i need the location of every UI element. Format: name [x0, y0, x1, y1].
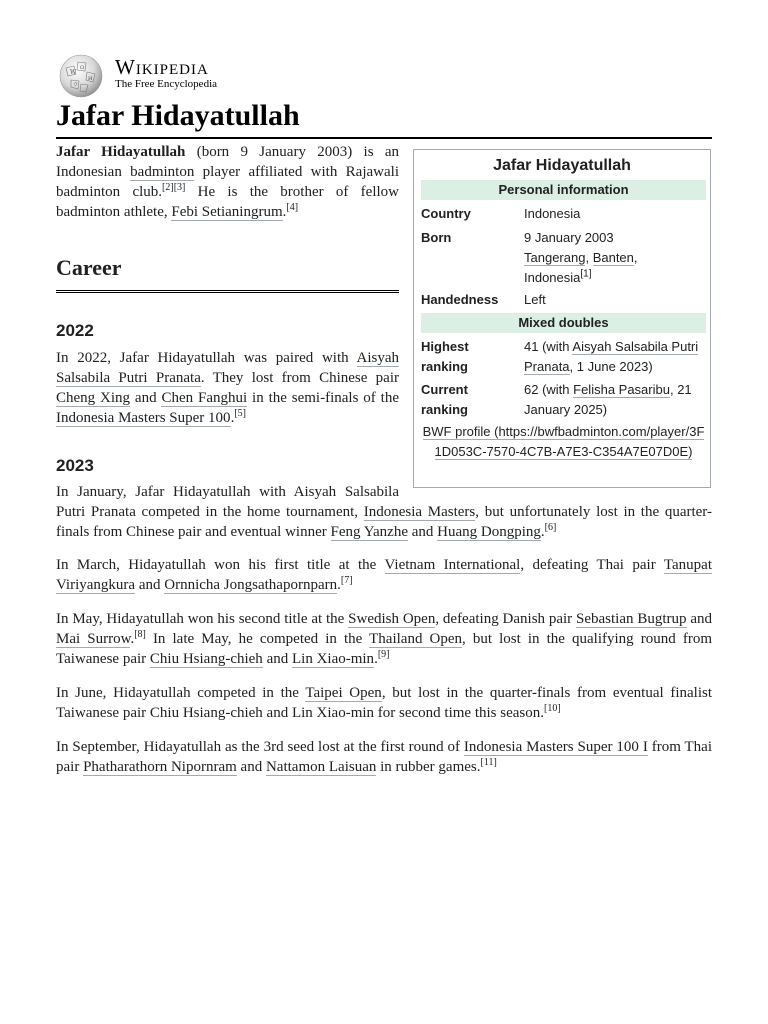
wikipedia-wordmark[interactable] — [115, 56, 217, 90]
born-sep: , — [585, 250, 593, 265]
highest-text-2: , 1 June 2023) — [569, 359, 653, 374]
paragraph-2022 — [56, 348, 399, 428]
mixed-doubles-header: Mixed doubles — [421, 313, 706, 333]
lead-text-1: (born 9 January 2003) is an Indonesian — [56, 144, 400, 180]
link-phatharathorn[interactable]: Phatharathorn Nipornram — [83, 759, 237, 775]
ref-6[interactable]: [6] — [544, 522, 557, 533]
paragraph-jan-text — [56, 502, 712, 542]
mar-text-4: . — [337, 577, 341, 593]
bwf-profile-link[interactable]: BWF profile (https://bwfbadminton.com/player/3F1D053C-7570-4C7B-A7E3-C354A7E07D0E) — [422, 424, 705, 459]
svg-text:W: W — [70, 69, 77, 76]
sep-text-2: from Thai pair — [56, 739, 713, 775]
ref-5[interactable]: [5] — [234, 408, 246, 419]
current-text-1: 62 (with — [524, 382, 574, 397]
link-tangerang[interactable]: Tangerang — [524, 250, 586, 265]
highest-ranking-label: Highest ranking — [421, 339, 469, 374]
sep-text-1: In September, Hidayatullah as the 3rd seed lost at the first round of — [56, 739, 464, 755]
jan-text-1: Putri Pranata competed in the home tournament, — [56, 504, 364, 520]
ref-2[interactable]: [2] — [162, 182, 174, 193]
tagline: The Free Encyclopedia — [115, 78, 218, 90]
paragraph-june — [56, 683, 712, 723]
highest-ranking-value — [524, 337, 706, 377]
mar-text-3: and — [135, 577, 165, 593]
paragraph-march — [56, 555, 712, 595]
infobox-title: Jafar Hidayatullah — [493, 157, 631, 174]
infobox — [413, 149, 711, 488]
svg-text:И: И — [88, 76, 93, 82]
may-text-5: In late May, he competed in the — [145, 631, 370, 647]
link-tanupat[interactable]: Tanupat Viriyangkura — [56, 557, 712, 593]
sep-text-3: and — [236, 759, 266, 775]
link-aisyah-infobox[interactable]: Aisyah Salsabila Putri Pranata — [524, 339, 699, 374]
career-heading: Career — [56, 254, 399, 293]
jun-text-1: In June, Hidayatullah competed in the — [56, 685, 306, 701]
current-ranking-label: Current ranking — [421, 382, 468, 417]
link-badminton[interactable]: badminton — [130, 164, 195, 180]
link-huang-dongping[interactable]: Huang Dongping — [437, 524, 541, 540]
sep-text-4: in rubber games. — [376, 759, 481, 775]
link-aisyah[interactable]: Aisyah Salsabila Putri Pranata — [56, 350, 399, 386]
personal-information-header: Personal information — [421, 180, 706, 200]
puzzle-globe-icon — [56, 54, 106, 98]
link-swedish-open[interactable]: Swedish Open — [348, 611, 436, 627]
ref-11[interactable]: [11] — [480, 757, 497, 768]
may-text-2: , defeating Danish pair — [435, 611, 577, 627]
link-chiu-hsiang-chieh[interactable]: Chiu Hsiang-chieh — [149, 651, 263, 667]
lead-paragraph — [56, 142, 399, 222]
link-vietnam-international[interactable]: Vietnam International — [384, 557, 521, 573]
may-text-8: . — [374, 651, 378, 667]
link-lin-xiao-min[interactable]: Lin Xiao-min — [291, 651, 375, 667]
may-text-3: and — [686, 611, 712, 627]
mar-text-2: , defeating Thai pair — [520, 557, 664, 573]
link-sebastian-bugtrup[interactable]: Sebastian Bugtrup — [576, 611, 687, 627]
country-label: Country — [421, 206, 471, 221]
may-text-4: . — [130, 631, 135, 647]
lead-bold-name: Jafar Hidayatullah — [56, 144, 186, 160]
jan-text-3: and — [408, 524, 438, 540]
svg-text:ウ: ウ — [73, 82, 79, 88]
january-continued — [56, 502, 712, 542]
ref-8[interactable]: [8] — [134, 629, 146, 640]
lead-text-4: . — [282, 204, 287, 220]
jan-text-2: , but unfortunately lost in the quarter-finals from Chinese pair and eventual winner — [56, 504, 713, 540]
link-indonesia-masters-super-100-i[interactable]: Indonesia Masters Super 100 I — [463, 739, 648, 755]
ref-1[interactable]: [1] — [580, 268, 592, 280]
jan-first-line: In January, Jafar Hidayatullah with Aisyah Salsabila — [56, 484, 399, 500]
p2022-text-5: . — [230, 410, 235, 426]
link-felisha-pasaribu[interactable]: Felisha Pasaribu — [573, 382, 670, 397]
lead-text-3: He is the brother of fellow badminton athlete, — [56, 184, 399, 220]
p2022-text-4: in the semi-finals of the — [247, 390, 399, 406]
page-title: Jafar Hidayatullah — [56, 97, 712, 139]
handedness-label: Handedness — [421, 292, 499, 307]
mar-text-1: In March, Hidayatullah won his first title at the — [56, 557, 385, 573]
country-value: Indonesia — [524, 206, 581, 221]
heading-2023: 2023 — [56, 456, 94, 475]
current-ranking-value — [524, 380, 706, 420]
link-mai-surrow[interactable]: Mai Surrow — [56, 631, 131, 647]
ref-9[interactable]: [9] — [377, 649, 390, 660]
svg-text:Ω: Ω — [80, 65, 85, 71]
ref-3[interactable]: [3] — [173, 182, 186, 193]
ref-4[interactable]: [4] — [286, 202, 299, 213]
jan-text-4: . — [540, 524, 545, 540]
born-country: , Indonesia — [524, 250, 638, 285]
link-indonesia-masters-super-100[interactable]: Indonesia Masters Super 100 — [56, 410, 231, 426]
wordmark-text: Wikipedia — [115, 55, 209, 79]
highest-text-1: 41 (with — [524, 339, 573, 354]
born-date: 9 January 2003 — [524, 230, 614, 245]
link-taipei-open[interactable]: Taipei Open — [305, 685, 382, 701]
bwf-profile-link-wrap — [421, 422, 706, 462]
link-thailand-open[interactable]: Thailand Open — [369, 631, 463, 647]
current-text-2: , 21 January 2025) — [524, 382, 692, 417]
link-indonesia-masters[interactable]: Indonesia Masters — [363, 504, 476, 520]
paragraph-may — [56, 609, 712, 669]
may-text-6: , but lost in the qualifying round from Taiwanese pair — [56, 631, 713, 667]
born-label: Born — [421, 230, 452, 245]
born-value — [524, 228, 706, 288]
link-ornnicha[interactable]: Ornnicha Jongsathapornparn — [164, 577, 338, 593]
lead-text-2: player affiliated with Rajawali badminton club. — [56, 164, 399, 200]
p2022-text-1: In 2022, Jafar Hidayatullah was paired with — [56, 350, 357, 366]
wikipedia-globe-logo[interactable] — [56, 54, 106, 98]
p2022-text-2: . They lost from Chinese pair — [200, 370, 399, 386]
heading-2022: 2022 — [56, 321, 94, 340]
ref-10[interactable]: [10] — [544, 703, 561, 714]
link-febi-setianingrum[interactable]: Febi Setianingrum — [171, 204, 283, 220]
link-banten[interactable]: Banten — [592, 250, 634, 265]
may-text-7: and — [262, 651, 292, 667]
ref-7[interactable]: [7] — [340, 575, 353, 586]
handedness-value: Left — [524, 292, 546, 307]
paragraph-september — [56, 737, 712, 777]
link-feng-yanzhe[interactable]: Feng Yanzhe — [330, 524, 408, 540]
jun-text-2: , but lost in the quarter-finals from eventual finalist Taiwanese pair Chiu Hsiang-chieh and Lin Xiao-min for second time this season. — [56, 685, 712, 721]
link-cheng-xing[interactable]: Cheng Xing — [56, 390, 131, 406]
p2022-text-3: and — [130, 390, 162, 406]
link-chen-fanghui[interactable]: Chen Fanghui — [161, 390, 248, 406]
link-nattamon-laisuan[interactable]: Nattamon Laisuan — [265, 759, 377, 775]
may-text-1: In May, Hidayatullah won his second title at the — [56, 611, 349, 627]
